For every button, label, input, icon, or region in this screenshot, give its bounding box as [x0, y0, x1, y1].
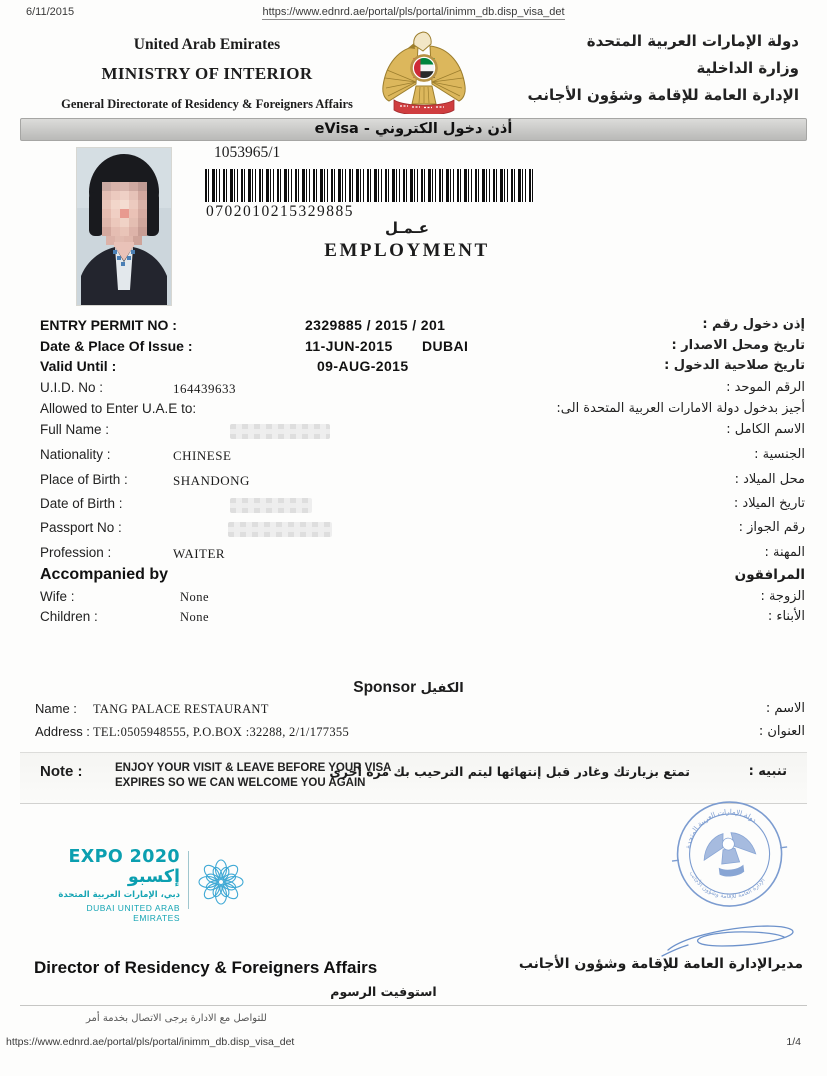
barcode-number: 0702010215329885: [206, 203, 354, 220]
issue-label-ar: تاريخ ومحل الاصدار :: [671, 338, 805, 353]
place-of-birth-label-ar: محل الميلاد :: [734, 472, 805, 487]
children-label: Children :: [40, 609, 98, 624]
wife-label: Wife :: [40, 589, 75, 604]
field-row-passport: [40, 520, 805, 540]
wife-value: None: [180, 590, 210, 604]
country-name-ar: دولة الإمارات العربية المتحدة: [586, 32, 799, 50]
stamp-rim-top-text: دولة الإمارات العربية المتحدة: [683, 807, 758, 850]
official-round-stamp: [663, 790, 797, 925]
evisa-title-banner: eVisa - أذن دخول الكتروني: [20, 118, 807, 141]
issue-label: Date & Place Of Issue :: [40, 338, 193, 354]
field-row-profession: [40, 545, 805, 565]
expo-city-line-en: DUBAI UNITED ARAB EMIRATES: [86, 903, 180, 923]
print-url: [0, 6, 827, 18]
passport-label-ar: رقم الجواز :: [738, 520, 805, 535]
field-row-full-name: [40, 422, 805, 442]
visa-type-english: EMPLOYMENT: [324, 240, 490, 261]
passport-redacted-value: [228, 522, 332, 537]
note-text-arabic: تمتع بزيارتك وغادر قبل إنتهائها ليتم الترحيب بك مرة أخرى: [329, 764, 690, 779]
note-label: Note :: [40, 763, 83, 780]
nationality-value: CHINESE: [173, 448, 232, 463]
entry-permit-label: ENTRY PERMIT NO :: [40, 317, 177, 333]
field-row-date-of-birth: [40, 496, 805, 516]
sponsor-heading-en: Sponsor: [353, 679, 417, 696]
profession-value: WAITER: [173, 546, 226, 561]
contact-note-ar: للتواصل مع الادارة يرجى الاتصال بخدمة أمر: [86, 1013, 267, 1024]
fees-received-note-ar: استوفيت الرسوم: [330, 984, 437, 999]
sponsor-heading-ar: الكفيل: [420, 681, 464, 696]
full-name-redacted-value: [230, 424, 330, 439]
uid-label-ar: الرقم الموحد :: [726, 380, 805, 395]
nationality-label-ar: الجنسية :: [754, 447, 805, 462]
expo-rosette-icon: [197, 858, 245, 911]
profession-label: Profession :: [40, 545, 112, 560]
sponsor-row-address: [35, 724, 805, 744]
valid-until-label: Valid Until :: [40, 358, 117, 374]
country-name-en: United Arab Emirates: [133, 36, 281, 53]
valid-until-label-ar: تاريخ صلاحية الدخول :: [664, 358, 805, 373]
field-row-nationality: [40, 447, 805, 467]
accompanied-heading: Accompanied by: [40, 566, 169, 583]
print-url-text: https://www.ednrd.ae/portal/pls/portal/inimm_db.disp_visa_det: [262, 6, 565, 18]
entry-permit-label-ar: إذن دخول رقم :: [702, 317, 805, 332]
date-of-birth-label-ar: تاريخ الميلاد :: [733, 496, 805, 511]
visa-type-arabic: عـمـل: [385, 219, 429, 237]
visa-file-number: 1053965/1: [214, 144, 281, 161]
valid-until-value: 09-AUG-2015: [317, 358, 409, 374]
footer-page-number: 1/4: [786, 1036, 801, 1048]
director-title-ar: مديرالإدارة العامة للإقامة وشؤون الأجانب: [518, 956, 803, 972]
accompanied-heading-ar: المرافقون: [734, 567, 805, 583]
letterhead-arabic: [469, 32, 799, 113]
date-of-birth-redacted-value: [230, 498, 312, 513]
field-row-wife: [40, 589, 805, 609]
field-row-entry-permit: [40, 317, 805, 337]
passport-label: Passport No :: [40, 520, 122, 535]
footer-url: https://www.ednrd.ae/portal/pls/portal/inimm_db.disp_visa_det: [6, 1036, 295, 1048]
footer-divider: [20, 1005, 807, 1006]
issue-place-value: DUBAI: [422, 338, 469, 354]
sponsor-address-label-ar: العنوان :: [758, 724, 805, 739]
ministry-name-ar: وزارة الداخلية: [696, 59, 799, 77]
expo-2020-logo: [38, 847, 180, 923]
barcode: [205, 169, 535, 202]
field-row-children: [40, 609, 805, 629]
field-row-place-of-birth: [40, 472, 805, 492]
uid-value: 164439633: [173, 381, 236, 396]
field-row-issue: [40, 338, 805, 358]
applicant-photo: [77, 148, 171, 305]
entry-permit-value: 2329885 / 2015 / 201: [305, 317, 446, 333]
note-text-line2: EXPIRES SO WE CAN WELCOME YOU AGAIN: [115, 776, 366, 789]
allowed-label-ar: أجيز بدخول دولة الامارات العربية المتحدة الى:: [556, 401, 805, 416]
letterhead-english: [52, 36, 362, 112]
print-date: 6/11/2015: [26, 6, 75, 18]
ministry-name-en: MINISTRY OF INTERIOR: [101, 64, 313, 83]
uid-label: U.I.D. No :: [40, 380, 104, 395]
sponsor-heading: [0, 679, 827, 697]
expo-2020-wordmark: EXPO 2020 إكسبو: [68, 847, 180, 887]
date-of-birth-label: Date of Birth :: [40, 496, 123, 511]
directorate-name-en: General Directorate of Residency & Foreigners Affairs: [61, 97, 353, 111]
sponsor-name-value: TANG PALACE RESTAURANT: [93, 702, 269, 716]
children-label-ar: الأبناء :: [767, 609, 805, 624]
director-title-en: Director of Residency & Foreigners Affairs: [34, 958, 378, 977]
sponsor-address-value: TEL:0505948555, P.O.BOX :32288, 2/1/177355: [93, 725, 350, 739]
field-row-allowed: [40, 401, 805, 421]
directorate-name-ar: الإدارة العامة للإقامة وشؤون الأجانب: [527, 86, 799, 104]
stamp-rim-bottom-text: الإدارة العامة للإقامة وشؤون الأجانب: [687, 870, 767, 901]
note-label-ar: تنبيه :: [748, 764, 787, 779]
sponsor-name-label-ar: الاسم :: [765, 701, 805, 716]
nationality-label: Nationality :: [40, 447, 111, 462]
wife-label-ar: الزوجة :: [760, 589, 805, 604]
allowed-label: Allowed to Enter U.A.E to:: [40, 401, 197, 416]
full-name-label-ar: الاسم الكامل :: [726, 422, 805, 437]
uae-falcon-emblem-icon: [374, 28, 474, 119]
full-name-label: Full Name :: [40, 422, 110, 437]
profession-label-ar: المهنة :: [764, 545, 805, 560]
children-value: None: [180, 610, 210, 624]
place-of-birth-label: Place of Birth :: [40, 472, 128, 487]
place-of-birth-value: SHANDONG: [173, 473, 250, 488]
sponsor-row-name: [35, 701, 805, 721]
note-text-line1: ENJOY YOUR VISIT & LEAVE BEFORE YOUR VISA: [115, 762, 392, 774]
sponsor-name-label: Name :: [35, 701, 77, 716]
field-row-valid-until: [40, 358, 805, 378]
expo-logo-divider: [188, 851, 189, 909]
sponsor-address-label: Address :: [35, 724, 90, 739]
issue-date-value: 11-JUN-2015: [305, 338, 393, 354]
expo-city-line-ar: دبي، الإمارات العربية المتحدة: [58, 890, 180, 900]
field-row-uid: [40, 380, 805, 400]
